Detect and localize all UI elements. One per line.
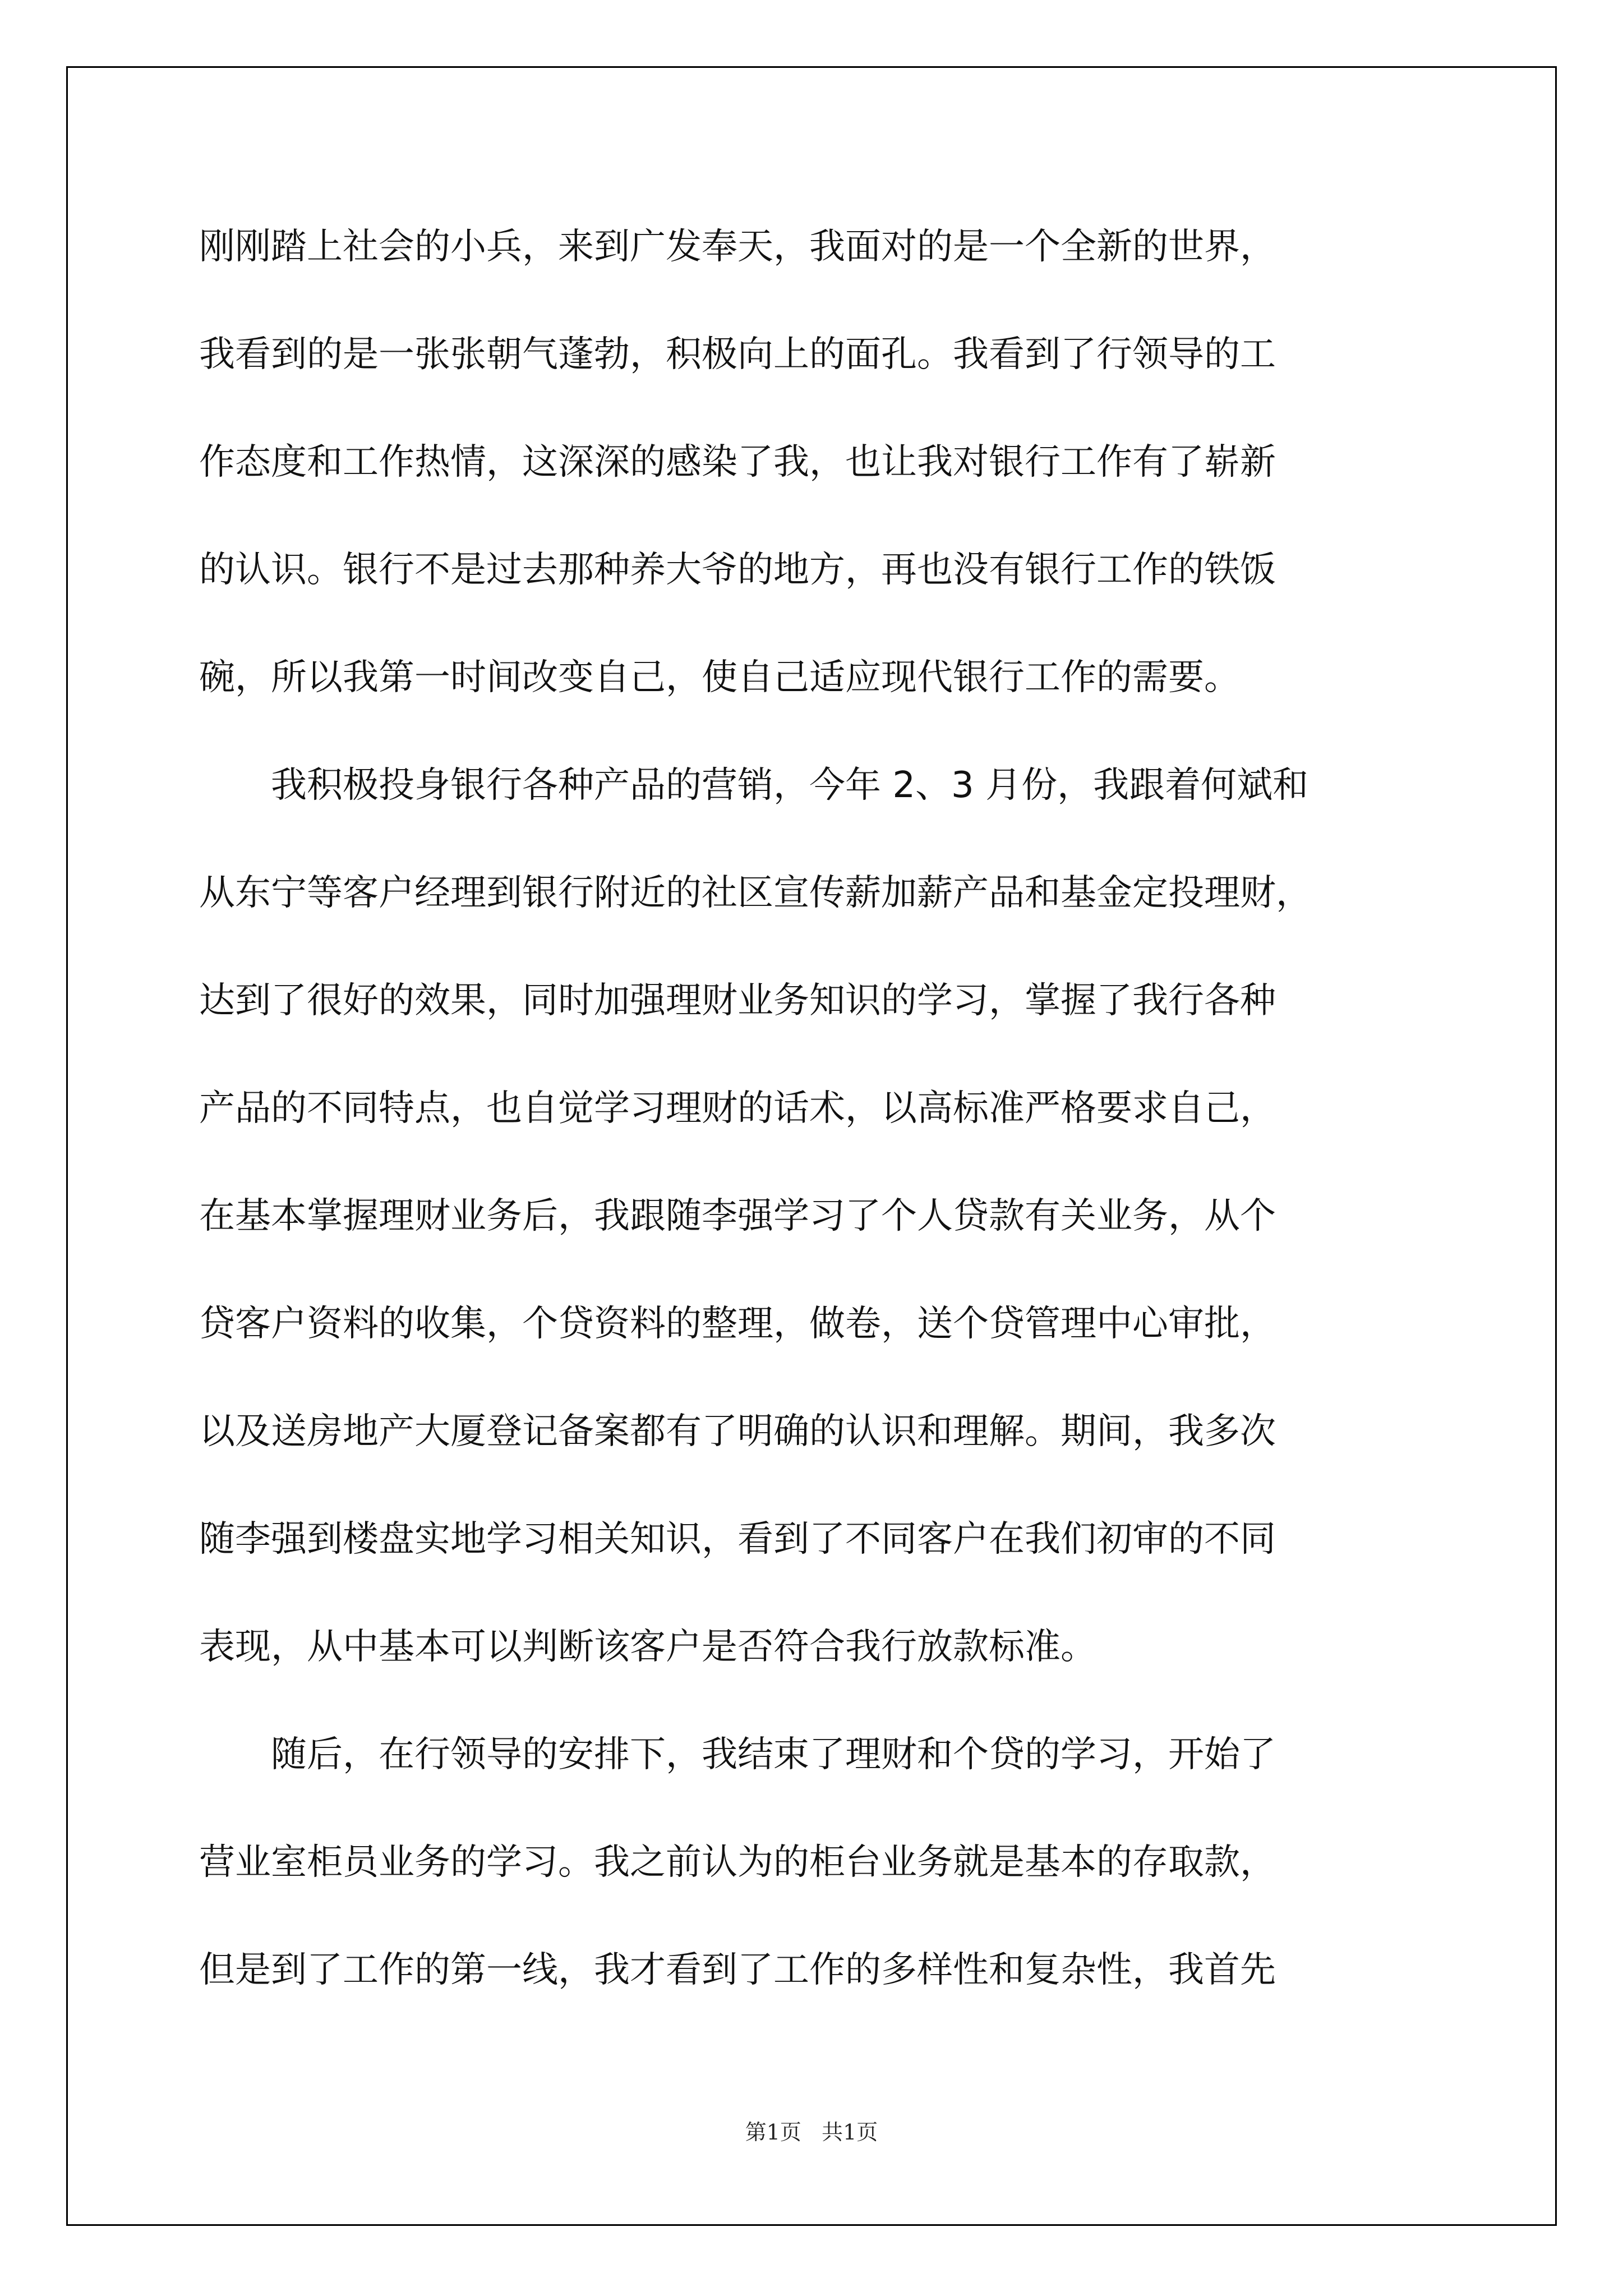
body-text-line: 我看到的是一张张朝气蓬勃，积极向上的面孔。我看到了行领导的工 — [199, 334, 1276, 375]
body-text-line: 表现，从中基本可以判断该客户是否符合我行放款标准。 — [199, 1626, 1096, 1668]
body-text-line: 碗，所以我第一时间改变自己，使自己适应现代银行工作的需要。 — [199, 657, 1240, 698]
body-text-line: 作态度和工作热情，这深深的感染了我，也让我对银行工作有了崭新 — [199, 441, 1276, 483]
body-text-line: 我积极投身银行各种产品的营销，今年 2、3 月份，我跟着何斌和 — [199, 765, 1309, 806]
body-text-line: 刚刚踏上社会的小兵，来到广发奉天，我面对的是一个全新的世界， — [199, 226, 1276, 268]
body-text-line: 产品的不同特点，也自觉学习理财的话术，以高标准严格要求自己， — [199, 1088, 1276, 1129]
body-text-line: 以及送房地产大厦登记备案都有了明确的认识和理解。期间，我多次 — [199, 1411, 1276, 1452]
body-text-line: 在基本掌握理财业务后，我跟随李强学习了个人贷款有关业务，从个 — [199, 1195, 1276, 1237]
body-text-line: 营业室柜员业务的学习。我之前认为的柜台业务就是基本的存取款， — [199, 1842, 1276, 1883]
page-number-footer: 第1页 共1页 — [745, 2120, 878, 2145]
body-text-line: 随后，在行领导的安排下，我结束了理财和个贷的学习，开始了 — [199, 1734, 1276, 1775]
body-text-line: 从东宁等客户经理到银行附近的社区宣传薪加薪产品和基金定投理财， — [199, 872, 1312, 914]
body-text-line: 贷客户资料的收集，个贷资料的整理，做卷，送个贷管理中心审批， — [199, 1303, 1276, 1345]
body-text-line: 但是到了工作的第一线，我才看到了工作的多样性和复杂性，我首先 — [199, 1949, 1276, 1991]
body-text-line: 达到了很好的效果，同时加强理财业务知识的学习，掌握了我行各种 — [199, 980, 1276, 1022]
page-border — [66, 66, 1557, 2226]
body-text-line: 的认识。银行不是过去那种养大爷的地方，再也没有银行工作的铁饭 — [199, 549, 1276, 591]
body-text-line: 随李强到楼盘实地学习相关知识，看到了不同客户在我们初审的不同 — [199, 1519, 1276, 1560]
